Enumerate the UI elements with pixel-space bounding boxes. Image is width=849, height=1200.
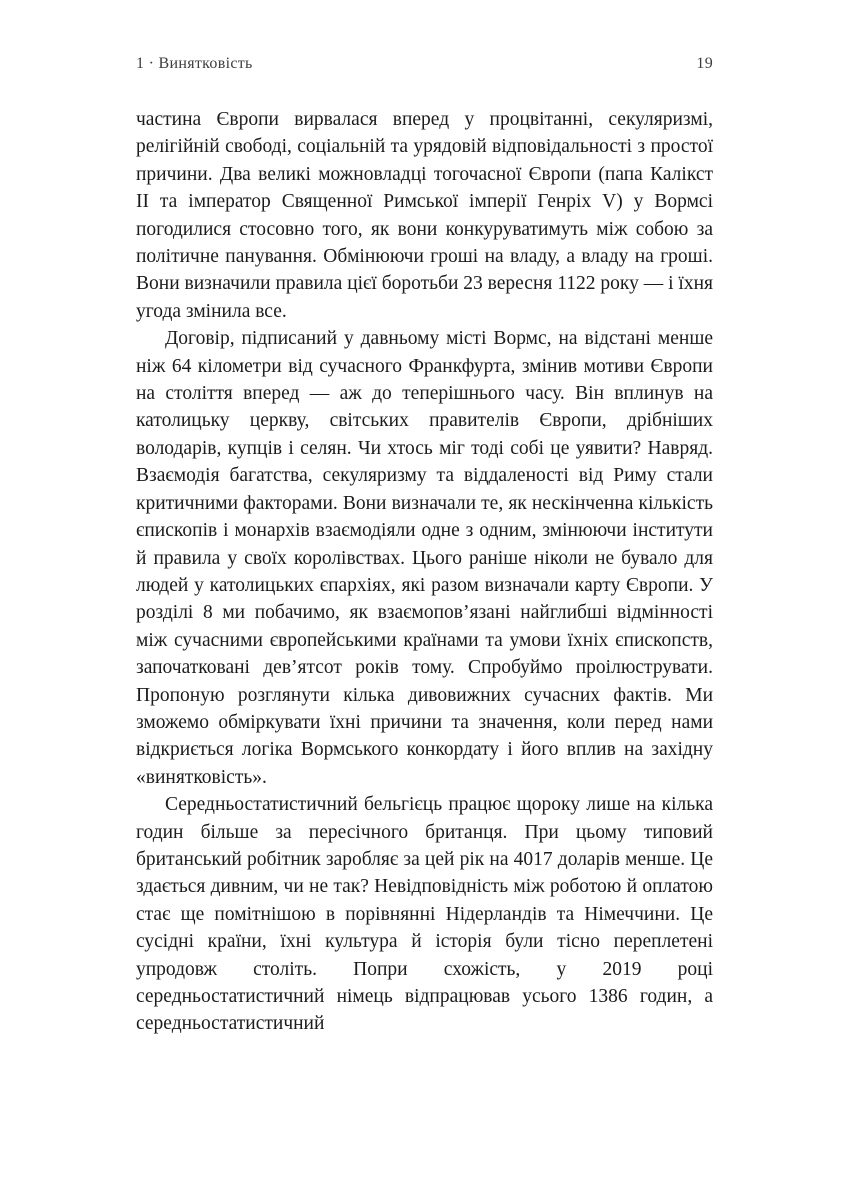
- page-number: 19: [696, 55, 713, 72]
- paragraph: Договір, підписаний у давньому місті Вормс, на відстані менше ніж 64 кілометри від сучасного Франкфурта, змінив мотиви Європи на століття вперед — аж до теперішнього часу. Він вплинув на католицьку церкву, світських правителів Європи, дрібніших володарів, купців і селян. Чи хтось міг тоді собі це уявити? Навряд. Взаємодія багатства, секуляризму та віддаленості від Риму стали критичними факторами. Вони визначали те, як нескінченна кількість єпископів і монархів взаємодіяли одне з одним, змінюючи інститути й правила у своїх королівствах. Цього раніше ніколи не бувало для людей у католицьких єпархіях, які разом визначали карту Європи. У розділі 8 ми побачимо, як взаємопов’язані найглибші відмінності між сучасними європейськими країнами та умови їхніх єпископств, започатковані дев’ятсот років тому. Спробуймо проілюструвати. Пропоную розглянути кілька дивовижних сучасних фактів. Ми зможемо обміркувати їхні причини та значення, коли перед нами відкриється логіка Вормського конкордату і його вплив на західну «винятковість».: [136, 328, 713, 788]
- paragraph: Середньостатистичний бельгієць працює щороку лише на кілька годин більше за пересічного британця. При цьому типовий британський робітник заробляє за цей рік на 4017 доларів менше. Це здається дивним, чи не так? Невідповідність між роботою й оплатою стає ще помітнішою в порівнянні Нідерландів та Німеччини. Це сусідні країни, їхні культура й історія були тісно переплетені упродовж століть. Попри схожість, у 2019 році середньостатистичний німець відпрацював усього 1386 годин, а середньостатистичний: [136, 794, 713, 1035]
- page-body: [136, 106, 713, 1038]
- chapter-title: 1 · Винятковість: [136, 55, 253, 72]
- paragraph-continuation: частина Європи вирвалася вперед у процвітанні, секуляризмі, релігійній свободі, соціальній та урядовій відповідальності з простої причини. Два великі можновладці тогочасної Європи (папа Калікст II та імператор Священної Римської імперії Генріх V) у Вормсі погодилися стосовно того, як вони конкуруватимуть між собою за політичне панування. Обмінюючи гроші на владу, а владу на гроші. Вони визначили правила цієї боротьби 23 вересня 1122 року — і їхня угода змінила все.: [136, 109, 713, 322]
- running-header: [136, 55, 713, 73]
